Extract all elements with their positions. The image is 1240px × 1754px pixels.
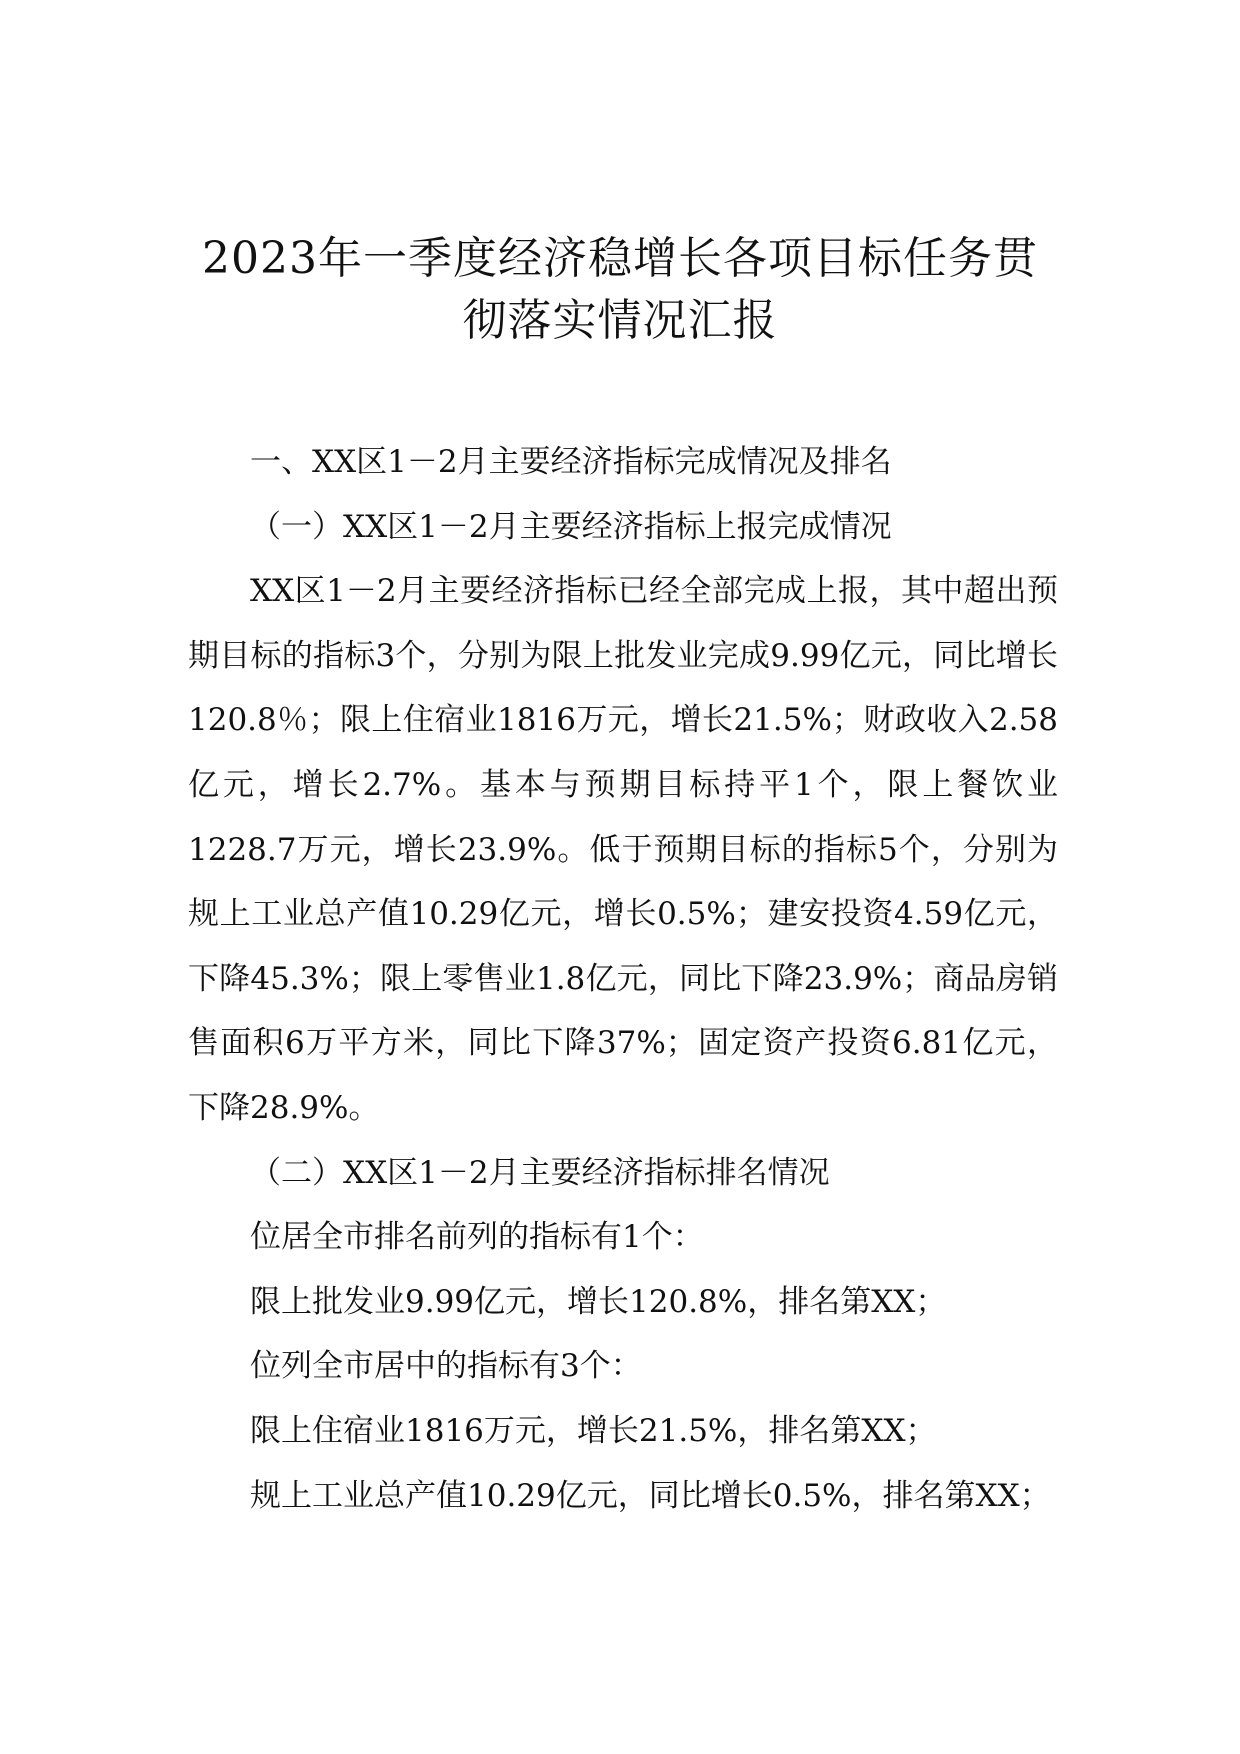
document-title [150, 228, 1090, 352]
document-body [188, 430, 1058, 1528]
body-paragraph: 限上批发业9.99亿元，增长120.8%，排名第XX； [250, 1283, 947, 1320]
title-line-1: 2023年一季度经济稳增长各项目标任务贯 [202, 233, 1038, 284]
body-paragraph: 位居全市排名前列的指标有1个： [250, 1219, 704, 1256]
subsection-heading-2: （二）XX区1－2月主要经济指标排名情况 [250, 1154, 830, 1191]
section-heading-1: 一、XX区1－2月主要经济指标完成情况及排名 [250, 444, 892, 480]
body-paragraph: 限上住宿业1816万元，增长21.5%，排名第XX； [250, 1412, 937, 1449]
subsection-heading-1: （一）XX区1－2月主要经济指标上报完成情况 [250, 508, 892, 545]
body-paragraph: 位列全市居中的指标有3个： [250, 1348, 642, 1385]
body-paragraph: 规上工业总产值10.29亿元，同比增长0.5%，排名第XX； [250, 1477, 1051, 1514]
title-line-2: 彻落实情况汇报 [462, 295, 778, 346]
body-paragraph: XX区1－2月主要经济指标已经全部完成上报，其中超出预期目标的指标3个，分别为限上批发业完成9.99亿元，同比增长120.8％；限上住宿业1816万元，增长21.5%；财政收入2.58亿元，增长2.7%。基本与预期目标持平1个，限上餐饮业1228.7万元，增长23.9%。低于预期目标的指标5个，分别为规上工业总产值10.29亿元，增长0.5%；建安投资4.59亿元，下降45.3%；限上零售业1.8亿元，同比下降23.9%；商品房销售面积6万平方米，同比下降37%；固定资产投资6.81亿元，下降28.9%。 [188, 573, 1058, 1126]
